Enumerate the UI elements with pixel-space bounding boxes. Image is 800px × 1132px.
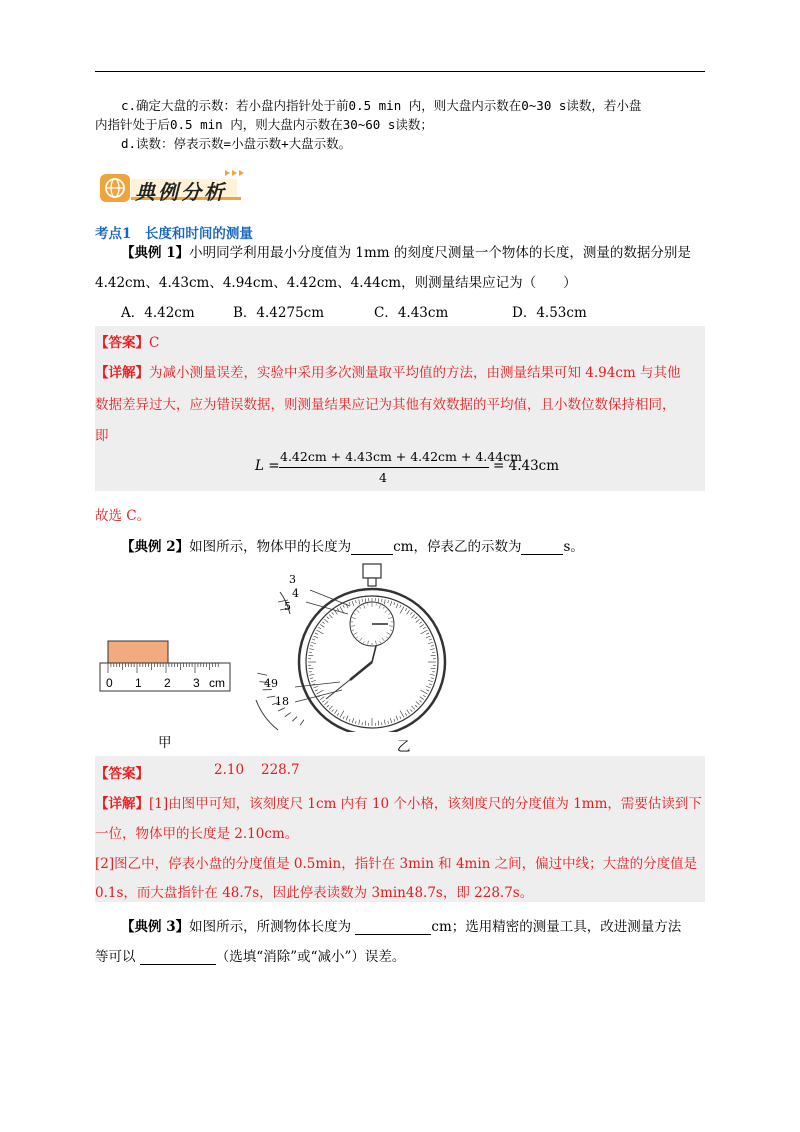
ex2-blank-1[interactable] [351,541,393,555]
ex1-conclusion: 故选 C。 [95,508,151,524]
ex3-blank-1[interactable] [355,921,431,935]
ex1-option-a[interactable]: A．4.42cm [121,305,195,321]
ex1-question-line1 [121,241,691,261]
ex2-detail-line4: 0.1s，而大盘指针在 48.7s，因此停表读数为 3min48.7s，即 228.7s。 [95,885,534,901]
ruler-label-3: 3 [193,676,200,690]
formula-lhs: L = [255,458,280,474]
ex1-answer-line [95,331,159,351]
measured-block [108,641,168,663]
ex3-tag: 【典例 3】 [121,919,190,935]
ex2-answer-tag: 【答案】 [95,766,149,782]
ex3-text2a: 等可以 [95,949,136,965]
example-banner [99,170,239,204]
section-title: 考点1 长度和时间的测量 [95,226,253,242]
zoom-small-3: 3 [289,573,296,586]
ex2-answer-2: 228.7 [261,762,300,778]
ex3-text1a: 如图所示，所测物体长度为 [189,919,352,935]
zoom-arc-tick [292,717,297,722]
ex2-tag: 【典例 2】 [121,539,190,555]
ex3-text1b: cm；选用精密的测量工具，改进测量方法 [431,919,682,935]
formula-bar [279,467,489,468]
ex3-line1 [121,915,681,935]
ruler-label-0: 0 [106,676,113,690]
ex2-blank-2[interactable] [521,541,563,555]
banner-title: 典例分析 [135,180,227,204]
caption-yi: 乙 [397,739,411,755]
intro-c-line1: c.确定大盘的示数：若小盘内指针处于前0.5 min 内，则大盘内示数在0~30 s读数，若小盘 [121,98,642,113]
zoom-small-4: 4 [292,587,299,600]
formula-denominator: 4 [379,470,387,485]
caption-jia: 甲 [158,735,172,751]
ex2-answer-line [95,762,149,782]
ex1-option-b[interactable]: B．4.4275cm [233,305,325,321]
ex2-q-a: 如图所示，物体甲的长度为 [189,539,352,555]
ex2-detail-line1 [95,792,702,812]
ex2-detail-line3: [2]图乙中，停表小盘的分度值是 0.5min，指针在 3min 和 4min 之间，偏过中线；大盘的分度值是 [95,856,698,872]
ruler-label-2: 2 [164,676,171,690]
ex3-blank-2[interactable] [140,951,216,965]
ex1-detail-line2: 数据差异过大，应为错误数据，则测量结果应记为其他有效数据的平均值，且小数位数保持相同， [95,397,676,413]
ex1-option-d[interactable]: D．4.53cm [512,305,587,321]
ex2-q-c: s。 [563,539,584,555]
ex2-detail-tag: 【详解】 [95,796,149,812]
ex1-detail1: 为减小测量误差，实验中采用多次测量取平均值的方法，由测量结果可知 4.94cm 与其他 [149,365,681,381]
ex3-text2b: （选填“消除”或“减小”）误差。 [215,949,406,965]
ex2-answer-1: 2.10 [214,762,245,778]
ex3-line2 [95,945,405,965]
ex2-question [121,535,584,555]
ruler-label-1: 1 [135,676,142,690]
ex1-detail-tag: 【详解】 [95,365,149,381]
stopwatch-crown [363,564,381,578]
ex1-question-line2: 4.42cm、4.43cm、4.94cm、4.42cm、4.44cm，则测量结果应记为（ ） [95,275,577,291]
zoom-arc-tick [278,708,285,711]
zoom-arc-tick [300,720,304,725]
zoom-small-5: 5 [284,600,291,613]
ex1-answer-tag: 【答案】 [95,335,149,351]
formula-numerator: 4.42cm + 4.43cm + 4.42cm + 4.44cm [280,449,523,464]
formula-rhs: = 4.43cm [493,458,560,474]
intro-d-line: d.读数：停表示数=小盘示数+大盘示数。 [121,136,352,151]
ex1-detail-line3: 即 [95,428,109,444]
zoom-arc-tick [257,673,267,675]
ex2-q-b: cm，停表乙的示数为 [393,539,522,555]
ex1-detail-line1 [95,361,681,381]
ex1-answer: C [149,335,160,351]
ex1-text1: 小明同学利用最小分度值为 1mm 的刻度尺测量一个物体的长度，测量的数据分别是 [189,245,691,261]
intro-c-line2: 内指针处于后0.5 min 内，则大盘内示数在30~60 s读数； [95,117,433,132]
ex1-option-c[interactable]: C．4.43cm [374,305,449,321]
ex2-detail-line2: 一位，物体甲的长度是 2.10cm。 [95,826,299,842]
ex2-detail1: [1]由图甲可知，该刻度尺 1cm 内有 10 个小格，该刻度尺的分度值为 1mm，需要估读到下 [149,796,702,812]
ruler-label-unit: cm [209,676,225,690]
ex1-tag: 【典例 1】 [121,245,190,261]
header-rule [95,71,705,72]
zoom-big-49: 49 [264,677,278,690]
zoom-big-18: 18 [275,695,289,708]
zoom-arc-tick [285,713,291,717]
